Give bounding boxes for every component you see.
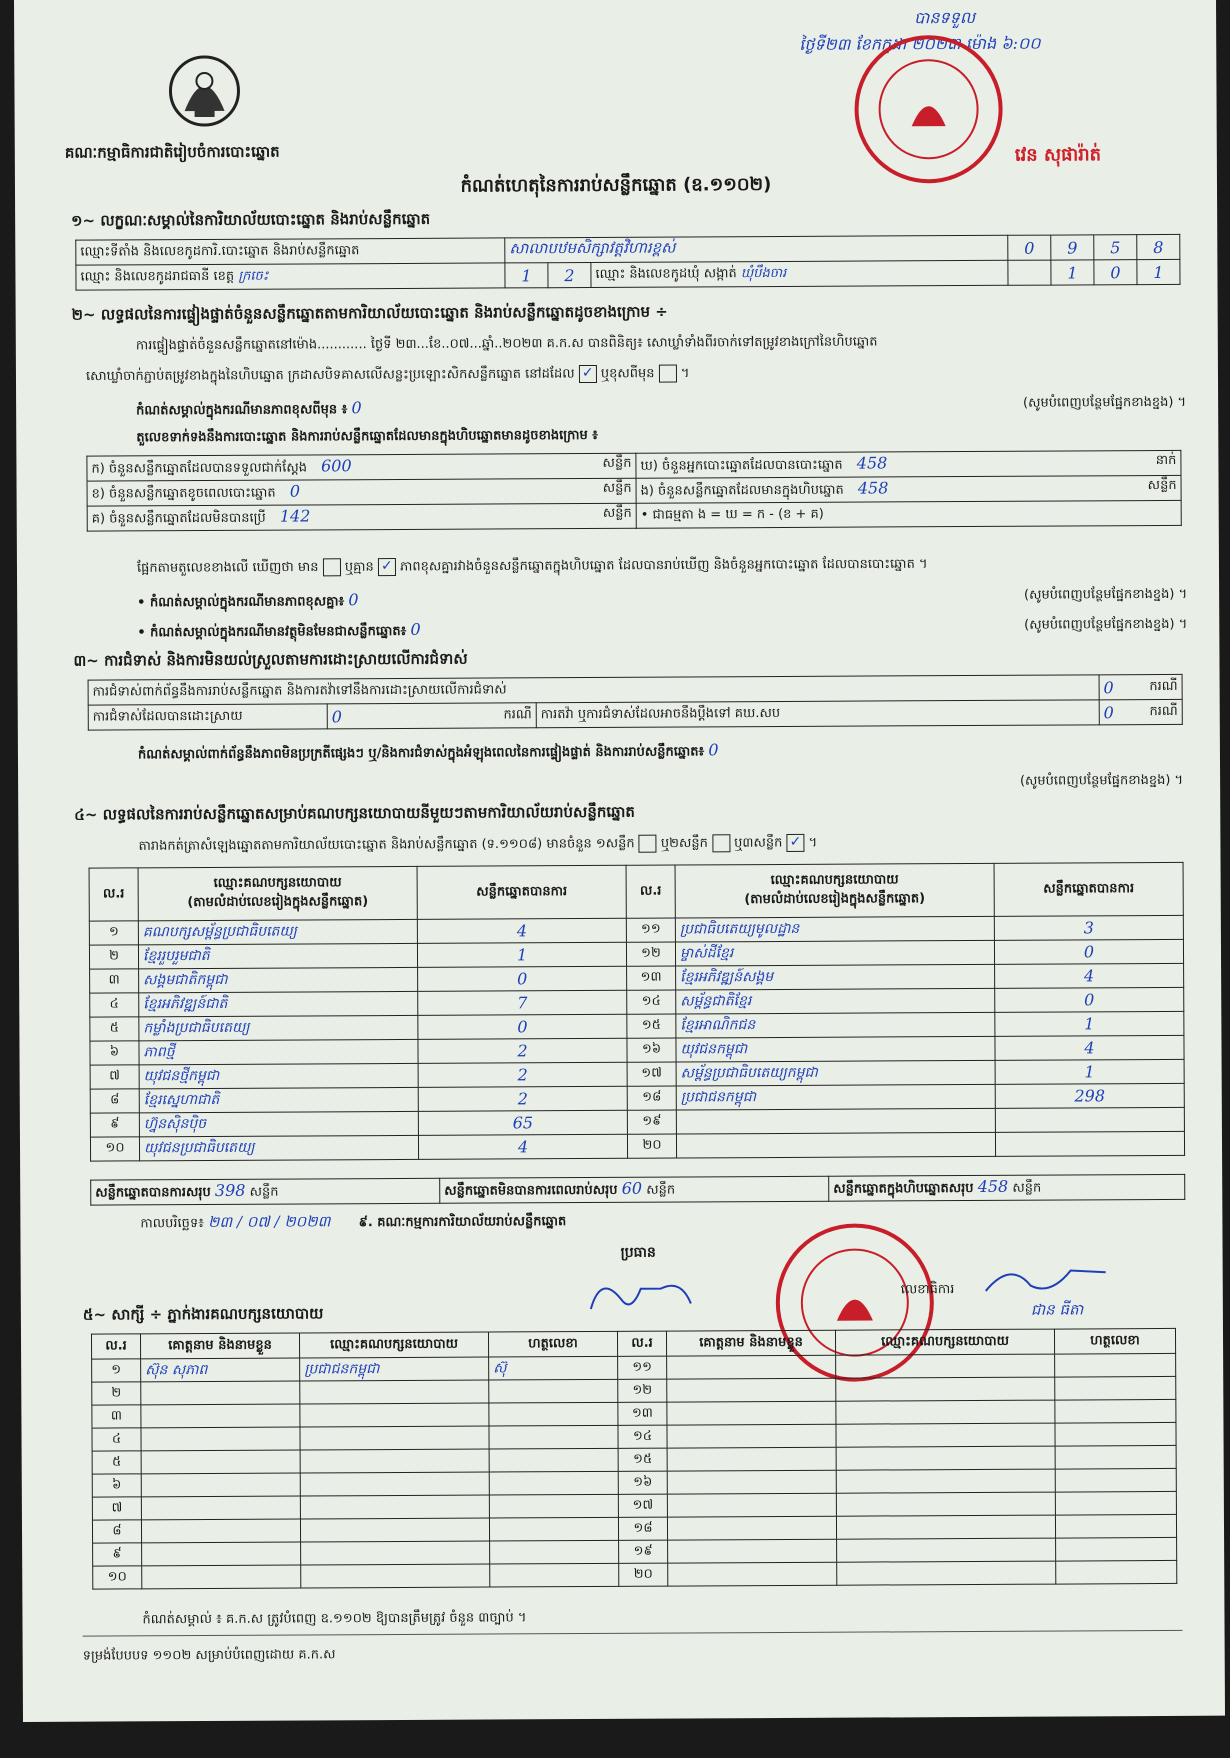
- two-sheet-label: ឬ២សន្លឹក: [660, 835, 708, 852]
- total-valid-value: 398: [214, 1180, 246, 1200]
- vote-count: 0: [418, 966, 627, 991]
- cases-label: ករណី: [1149, 678, 1178, 694]
- party-name: គណបក្សសម្ព័ន្ធប្រជាធិបតេយ្យ: [138, 919, 417, 944]
- footer-divider: [83, 1630, 1183, 1637]
- party-results-table: [89, 862, 1186, 1162]
- row-number: ៦: [92, 1474, 141, 1497]
- vote-count: 4: [995, 1035, 1184, 1060]
- vote-count: 0: [994, 939, 1183, 964]
- section4-heading: ៤~ លទ្ធផលនៃការរាប់សន្លឹកឆ្នោតសម្រាប់គណបក្សនយោបាយនីមួយៗតាមការិយាល័យរាប់សន្លឹកឆ្នោត: [74, 802, 635, 824]
- witness-party: [836, 1469, 1055, 1493]
- table-row: [90, 1131, 1184, 1161]
- committee-name: គណៈកម្មាធិការជាតិរៀបចំការបោះឆ្នោត: [64, 142, 280, 162]
- appeals-label: ការតវ៉ា ឬការជំទាស់ដែលអាចនឹងប្តឹងទៅ គឃ.សប: [536, 700, 1099, 728]
- witness-party: [301, 1541, 490, 1565]
- row-number: ១: [92, 1359, 141, 1382]
- witness-name: [667, 1470, 836, 1494]
- objections-value: 0: [1103, 677, 1114, 697]
- total-box-label: សន្លឹកឆ្នោតក្នុងហិបឆ្នោតសរុប: [833, 1180, 974, 1197]
- witness-signature: [1055, 1422, 1176, 1446]
- row-number: ៧: [90, 1065, 139, 1089]
- unused-ballots-label: គ) ចំនួនសន្លឹកឆ្នោតដែលមិនបានប្រើ: [91, 510, 266, 527]
- unit-label: សន្លឹក: [602, 480, 632, 496]
- box-ballots-label: ង) ចំនួនសន្លឹកឆ្នោតដែលមានក្នុងហិបឆ្នោត: [640, 482, 844, 499]
- witness-signature: [489, 1471, 618, 1495]
- cases-label: ករណី: [1149, 703, 1178, 719]
- unit-label: សន្លឹក: [1012, 1180, 1042, 1196]
- vote-count: 298: [995, 1083, 1184, 1108]
- objections-label: ការជំទាស់ពាក់ព័ន្ធនឹងការរាប់សន្លឹកឆ្នោត និងការតវ៉ាទៅនឹងការដោះស្រាយលើការជំទាស់: [88, 675, 1099, 705]
- witness-name: [667, 1424, 836, 1448]
- witness-party: [836, 1354, 1055, 1378]
- witness-name: [141, 1381, 300, 1405]
- compare-text-2: ឬគ្មាន: [344, 559, 374, 575]
- witness-name: [667, 1401, 836, 1425]
- row-number: ៩: [93, 1543, 142, 1566]
- total-box-value: 458: [977, 1176, 1009, 1196]
- section1-heading: ១~ លក្ខណៈសម្គាល់នៃការិយាល័យបោះឆ្នោត និងរាប់សន្លឹកឆ្នោត: [71, 209, 431, 230]
- col-party: ឈ្មោះគណបក្សនយោបាយ: [213, 875, 342, 891]
- objections-table: [88, 674, 1183, 731]
- col-votes: សន្លឹកឆ្នោតបានការ: [994, 862, 1183, 916]
- witness-name: [141, 1404, 300, 1428]
- commune-code-digit: 0: [1094, 260, 1137, 285]
- row-number: ១០: [90, 1137, 139, 1161]
- verification-line-1: ការផ្ទៀងផ្ទាត់ចំនួនសន្លឹកឆ្នោតនៅម៉ោង............ ថ្ងៃទី ២៣...ខែ..០៧...ឆ្នាំ..២០២៣ គ.ក.ស បានពិនិត្យ៖ សោឃ្លាំទាំងពីរចាក់ទៅតម្រូវខាងក្រៅនៃហិបឆ្នោត: [135, 334, 878, 354]
- received-ballots-value: 600: [321, 456, 352, 476]
- row-number: ៤: [90, 993, 139, 1017]
- witness-party: [837, 1538, 1056, 1562]
- commune-value: ឃុំបឹងចារ: [740, 265, 787, 281]
- witness-party: ប្រជាជនកម្ពុជា: [300, 1357, 489, 1381]
- row-number: ៥: [90, 1017, 139, 1041]
- witness-name: [141, 1450, 300, 1474]
- totals-table: [90, 1174, 1185, 1206]
- commune-code-digit: 1: [1051, 260, 1094, 285]
- witness-name: [141, 1427, 300, 1451]
- party-name: ខ្មែរអាណិកជន: [676, 1012, 995, 1038]
- witness-name: [142, 1542, 301, 1566]
- difference-note-label: • កំណត់សម្គាល់ក្នុងករណីមានភាពខុសគ្នា៖: [137, 594, 345, 611]
- witness-signature: [490, 1563, 619, 1587]
- vote-count: 4: [995, 963, 1184, 988]
- row-number: ៩: [90, 1113, 139, 1137]
- total-valid-label: សន្លឹកឆ្នោតបានការសរុប: [95, 1184, 211, 1201]
- witness-signature: [1055, 1491, 1176, 1515]
- vote-count: 2: [418, 1062, 627, 1087]
- cases-label: ករណី: [503, 706, 532, 722]
- section3-heading: ៣~ ការជំទាស់ និងការមិនយល់ស្រួលតាមការដោះស្រាយលើការជំទាស់: [73, 649, 468, 670]
- witness-name: [667, 1447, 836, 1471]
- table-intro: តួលេខទាក់ទងនឹងការបោះឆ្នោត និងការរាប់សន្លឹកឆ្នោតដែលមានក្នុងហិបឆ្នោតមានដូចខាងក្រោម ៖: [136, 427, 599, 446]
- unit-label: សន្លឹក: [646, 1182, 676, 1198]
- witness-signature: [1055, 1514, 1176, 1538]
- witness-signature: [489, 1425, 618, 1449]
- vote-count: 1: [995, 1011, 1184, 1036]
- note1-value: 0: [351, 398, 362, 418]
- vote-count: 1: [417, 942, 626, 967]
- witness-party: [300, 1449, 489, 1473]
- witness-signature: [1056, 1537, 1177, 1561]
- box-ballots-value: 458: [857, 478, 889, 498]
- witness-party: [837, 1561, 1056, 1585]
- row-number: ១៩: [627, 1110, 676, 1134]
- vote-count: 1: [995, 1059, 1184, 1084]
- row-number: ១៦: [627, 1038, 676, 1062]
- col-party-sub: (តាមលំដាប់លេខរៀងក្នុងសន្លឹកឆ្នោត): [744, 891, 926, 908]
- witness-signature: [489, 1494, 618, 1518]
- row-number: ២០: [627, 1134, 676, 1158]
- witness-name: [668, 1539, 837, 1563]
- total-invalid-label: សន្លឹកឆ្នោតមិនបានការពេលរាប់សរុប: [444, 1182, 618, 1199]
- document-title: កំណត់ហេតុនៃការរាប់សន្លឹកឆ្នោត (ឧ.១១០២): [460, 174, 772, 197]
- total-invalid-value: 60: [621, 1178, 643, 1198]
- party-name: ប្រជាជនកម្ពុជា: [676, 1084, 995, 1110]
- date-value: ២៣ / ០៧ / ២០២៣: [207, 1212, 331, 1232]
- province-code-digit: 2: [548, 262, 591, 287]
- witness-party: [300, 1380, 489, 1404]
- witness-party: [300, 1472, 489, 1496]
- witness-signature: [489, 1402, 618, 1426]
- witness-name: [667, 1355, 836, 1379]
- witness-signature: ស៊ុ: [489, 1356, 618, 1380]
- note1-label: កំណត់សម្គាល់ក្នុងករណីមានភាពខុសពីមុន ៖: [136, 402, 348, 419]
- party-name: សម្ព័ន្ធប្រជាធិបតេយ្យកម្ពុជា: [676, 1060, 995, 1086]
- party-name: ខ្មែរអភិវឌ្ឍន៍សង្គម: [676, 964, 995, 990]
- witness-name: [141, 1519, 300, 1543]
- party-name: ម្ចាស់ដីខ្មែរ: [675, 940, 994, 966]
- witness-signature: [1056, 1560, 1177, 1584]
- vote-count: 2: [418, 1086, 627, 1111]
- section5-heading: ៥~ សាក្សី ÷ ភ្នាក់ងារគណបក្សនយោបាយ: [82, 1304, 324, 1324]
- vote-count: 0: [418, 1014, 627, 1039]
- witness-party: [836, 1446, 1055, 1470]
- note-suffix: (សូមបំពេញបន្ថែមផ្នែកខាងខ្នង) ។: [1024, 616, 1188, 633]
- station-code-digit: 8: [1137, 234, 1180, 259]
- no-difference-checkbox: ✓: [378, 558, 396, 576]
- date-label: កាលបរិច្ឆេទ៖: [140, 1216, 204, 1232]
- row-number: ១១: [626, 918, 675, 942]
- row-number: ៧: [92, 1497, 141, 1520]
- col-sign: ហត្ថលេខា: [1054, 1328, 1175, 1354]
- col-party: ឈ្មោះគណបក្សនយោបាយ: [835, 1329, 1054, 1355]
- secretary-label: លេខាធិការ: [900, 1282, 955, 1298]
- station-code-digit: 5: [1094, 235, 1137, 260]
- vote-count: 4: [418, 1134, 627, 1159]
- row-number: ១៧: [627, 1062, 676, 1086]
- resolved-objections-value: 0: [331, 706, 342, 726]
- row-number: ១២: [626, 942, 675, 966]
- form-footer: ទម្រង់បែបបទ ១១០២ សម្រាប់បំពេញដោយ គ.ក.ស: [82, 1647, 336, 1664]
- witness-party: [301, 1564, 490, 1588]
- two-sheet-checkbox: [712, 834, 730, 852]
- witness-signature: [1055, 1468, 1176, 1492]
- voters-value: 458: [856, 453, 888, 473]
- voters-label: ឃ) ចំនួនអ្នកបោះឆ្នោតដែលបានបោះឆ្នោត: [640, 457, 843, 474]
- col-sign: ហត្ថលេខា: [488, 1331, 617, 1357]
- unused-ballots-value: 142: [279, 506, 311, 526]
- col-no: ល.រ: [89, 868, 138, 921]
- other-objects-note-label: • កំណត់សម្គាល់ក្នុងករណីមានវត្ថុមិនមែនជាសន្លឹកឆ្នោត៖: [137, 623, 407, 641]
- witness-party: [300, 1426, 489, 1450]
- witness-party: [836, 1400, 1055, 1424]
- three-sheet-checkbox: ✓: [786, 834, 804, 852]
- witness-signature: [489, 1379, 618, 1403]
- has-difference-checkbox: [323, 558, 341, 576]
- party-name: [676, 1132, 995, 1158]
- vote-count: 0: [995, 987, 1184, 1012]
- col-no: ល.រ: [617, 1331, 666, 1356]
- station-code-digit: 9: [1051, 235, 1094, 260]
- irregularities-note-label: កំណត់សម្គាល់ពាក់ព័ន្ធនឹងភាពមិនប្រក្រតីផ្សេងៗ ឬ/និងការជំទាស់ក្នុងអំឡុងពេលនៃការផ្ទៀងផ្ទាត់ និងការរាប់សន្លឹកឆ្នោត៖: [137, 744, 705, 763]
- row-number: ២: [89, 945, 138, 969]
- party-name: ភាពថ្មី: [139, 1039, 418, 1064]
- vote-count: 3: [994, 915, 1183, 940]
- party-rows: [89, 915, 1184, 1161]
- witness-signature: [489, 1517, 618, 1541]
- col-no: ល.រ: [91, 1334, 140, 1359]
- received-note: បានទទួល: [914, 7, 976, 28]
- witness-signature: [1055, 1353, 1176, 1377]
- col-name: គោត្តនាម និងនាមខ្លួន: [666, 1330, 835, 1356]
- party-name: យុវជនប្រជាធិបតេយ្យ: [139, 1135, 418, 1160]
- vote-count: 7: [418, 990, 627, 1015]
- row-number: ៨: [90, 1089, 139, 1113]
- col-votes: សន្លឹកឆ្នោតបានការ: [417, 865, 626, 919]
- row-number: ១: [89, 921, 138, 945]
- verification-line-2: សោឃ្លាំចាក់ភ្ជាប់តម្រូវខាងក្នុងនៃហិបឆ្នោត ក្រដាសបិទគាសលើសន្លះប្រឡោះសិកសន្លឹកឆ្នោត នៅដដែល: [85, 366, 575, 385]
- resolved-objections-label: ការជំទាស់ដែលបានដោះស្រាយ: [88, 704, 327, 730]
- chair-label: ប្រធាន: [620, 1244, 656, 1261]
- province-value: ក្រចេះ: [238, 268, 269, 284]
- province-label: ឈ្មោះ និងលេខកូដរាជធានី ខេត្ត: [80, 268, 235, 285]
- row-number: ១៣: [627, 966, 676, 990]
- unchanged-checkbox: ✓: [579, 365, 597, 383]
- station-name-value: សាលាបឋមសិក្សាវត្តវិហារខ្ពស់: [505, 235, 1008, 263]
- witness-signature: [1055, 1376, 1176, 1400]
- official-stamp-top: [854, 35, 1003, 184]
- row-number: ១៩: [619, 1540, 668, 1563]
- commune-code-digit: 1: [1137, 259, 1180, 284]
- irregularities-note-suffix: (សូមបំពេញបន្ថែមផ្នែកខាងខ្នង) ។: [1019, 772, 1184, 789]
- party-name: យុវជនកម្ពុជា: [676, 1036, 995, 1062]
- formula: • ជាធម្មតា ង = ឃ = ក - (ខ + គ): [636, 500, 1181, 528]
- unit-label: សន្លឹក: [249, 1184, 279, 1200]
- witness-signature: [489, 1448, 618, 1472]
- row-number: ៥: [92, 1451, 141, 1474]
- row-number: ៦: [90, 1041, 139, 1065]
- witness-name: [667, 1516, 836, 1540]
- witness-name: [668, 1562, 837, 1586]
- tally-sheet-intro: តារាងកត់ត្រាសំឡេងឆ្នោតតាមការិយាល័យបោះឆ្នោត និងរាប់សន្លឹកឆ្នោត (ទ.១១០៨) មានចំនួន ១សន្លឹក: [138, 836, 635, 854]
- witness-name: [667, 1378, 836, 1402]
- witness-name: [141, 1496, 300, 1520]
- party-name: ខ្មែររួបរួមជាតិ: [138, 943, 417, 968]
- vote-count: [995, 1107, 1184, 1132]
- received-date: ថ្ងៃទី២៣ ខែកក្កដា ២០២៣ ម៉ោង ៦:០០: [799, 33, 1041, 54]
- other-objects-note-value: 0: [410, 619, 421, 639]
- row-number: ៨: [92, 1520, 141, 1543]
- compare-text: ផ្អែកតាមតួលេខខាងលើ ឃើញថា មាន: [136, 559, 319, 576]
- row-number: ១០: [93, 1566, 142, 1589]
- party-name: សម្ព័ន្ធជាតិខ្មែរ: [676, 988, 995, 1014]
- row-number: ៣: [90, 969, 139, 993]
- secretary-signature-icon: [981, 1260, 1111, 1301]
- unit-label: សន្លឹក: [602, 455, 632, 471]
- section2-heading: ២~ លទ្ធផលនៃការផ្ទៀងផ្ទាត់ចំនួនសន្លឹកឆ្នោតតាមការិយាល័យបោះឆ្នោត និងរាប់សន្លឹកឆ្នោតដូចខាងក្រោម ÷: [71, 302, 668, 324]
- col-no: ល.រ: [626, 865, 675, 918]
- row-number: ១៥: [618, 1448, 667, 1471]
- spoiled-ballots-label: ខ) ចំនួនសន្លឹកឆ្នោតខូចពេលបោះឆ្នោត: [91, 485, 276, 502]
- party-name: [676, 1108, 995, 1134]
- vote-count: [995, 1131, 1184, 1156]
- unit-label: សន្លឹក: [1147, 477, 1177, 494]
- witness-party: [836, 1492, 1055, 1516]
- one-sheet-checkbox: [639, 835, 657, 853]
- station-code-digit: 0: [1008, 235, 1051, 260]
- witness-party: [836, 1377, 1055, 1401]
- note1-suffix: (សូមបំពេញបន្ថែមផ្នែកខាងខ្នង) ។: [1022, 394, 1187, 411]
- vote-count: 65: [418, 1110, 627, 1135]
- witness-name: [667, 1493, 836, 1517]
- row-number: ១៨: [627, 1086, 676, 1110]
- witness-party: [836, 1515, 1055, 1539]
- province-code-digit: 1: [505, 263, 548, 288]
- station-name-label: ឈ្មោះទីតាំង និងលេខកូដការិ.បោះឆ្នោត និងរាប់សន្លឹកឆ្នោត: [76, 238, 505, 265]
- party-name: ហ្វ៊ុនស៊ិនប៉ិច: [139, 1111, 418, 1136]
- row-number: ៣: [92, 1405, 141, 1428]
- national-emblem-icon: [164, 51, 244, 131]
- party-name: ខ្មែរស្នេហាជាតិ: [139, 1087, 418, 1112]
- changed-label: ឬខុសពីមុន: [600, 366, 655, 382]
- officer-name-handwritten: វេន សុផារ៉ាត់: [1014, 144, 1102, 166]
- secretary-name: ជាន ធីតា: [1030, 1300, 1084, 1319]
- chair-signature-icon: [581, 1268, 701, 1329]
- witness-table: [91, 1328, 1177, 1590]
- party-name: សង្គមជាតិកម្ពុជា: [139, 967, 418, 992]
- witness-party: [300, 1403, 489, 1427]
- changed-checkbox: [659, 365, 677, 383]
- note-suffix: (សូមបំពេញបន្ថែមផ្នែកខាងខ្នង) ។: [1023, 586, 1188, 603]
- unit-label: សន្លឹក: [602, 505, 632, 521]
- row-number: ១៥: [627, 1014, 676, 1038]
- vote-count: 2: [418, 1038, 627, 1063]
- witness-rows: [92, 1353, 1177, 1589]
- party-name: ខ្មែរអភិវឌ្ឍន៍ជាតិ: [139, 991, 418, 1016]
- unit-label: នាក់: [1155, 452, 1177, 469]
- party-name: កម្លាំងប្រជាធិបតេយ្យ: [139, 1015, 418, 1040]
- row-number: ១២: [618, 1379, 667, 1402]
- received-ballots-label: ក) ចំនួនសន្លឹកឆ្នោតដែលបានទទួលជាក់ស្តែង: [91, 460, 308, 477]
- row-number: ១៣: [618, 1402, 667, 1425]
- three-sheet-label: ឬ៣សន្លឹក: [734, 835, 783, 851]
- col-party: ឈ្មោះគណបក្សនយោបាយ: [299, 1332, 488, 1358]
- row-number: ២: [92, 1382, 141, 1405]
- party-name: ប្រជាធិបតេយ្យមូលដ្ឋាន: [675, 916, 994, 942]
- col-party-sub: (តាមលំដាប់លេខរៀងក្នុងសន្លឹកឆ្នោត): [187, 894, 369, 911]
- station-identification-table: [75, 234, 1180, 291]
- witness-name: ស៊ុន សុភាព: [141, 1358, 300, 1382]
- commune-label: ឈ្មោះ និងលេខកូដឃុំ សង្កាត់: [595, 265, 737, 282]
- vote-count: 4: [417, 918, 626, 943]
- witness-name: [141, 1473, 300, 1497]
- ballot-count-table: [86, 450, 1181, 532]
- committee-signature-label: ៩. គណៈកម្មការការិយាល័យរាប់សន្លឹកឆ្នោត: [358, 1214, 567, 1231]
- form-note: កំណត់សម្គាល់ ៖ គ.ក.ស ត្រូវបំពេញ ឧ.១១០២ ឱ្យបានត្រឹមត្រូវ ចំនួន ៣ច្បាប់ ។: [142, 1610, 527, 1628]
- document-page: គណៈកម្មាធិការជាតិរៀបចំការបោះឆ្នោត បានទទួល ថ្ងៃទី២៣ ខែកក្កដា ២០២៣ ម៉ោង ៦:០០ វេន សុផារ៉ាត់ កំណត់ហេតុនៃការរាប់សន្លឹកឆ្នោត (ឧ.១១០២) ១~ លក្ខណៈសម្គាល់នៃការិយាល័យបោះឆ្នោត និងរាប់សន្លឹកឆ្នោត ឈ្មោះទីតាំង និងលេខកូដការិ.បោះឆ្នោត និងរាប់សន្លឹកឆ្នោត សាលាបឋមសិក្សាវត្តវិហារខ្ពស់ 0 9 5 8 ឈ្មោះ និងលេខកូដរាជធានី ខេត្ត ក្រចេះ 1 2 ឈ្មោះ និងលេខកូដឃុំ សង្កាត់ ឃុំបឹងចារ 1 0 1 ២~ លទ្ធផលនៃការផ្ទៀងផ្ទាត់ចំនួនសន្លឹកឆ្នោតតាមការិយាល័យបោះឆ្នោត និងរាប់សន្លឹកឆ្នោតដូចខាងក្រោម ÷ ការផ្ទៀងផ្ទាត់ចំនួនសន្លឹកឆ្នោតនៅម៉ោង............ ថ្ងៃទី ២៣...ខែ..០៧...ឆ្នាំ..២០២៣ គ.ក.ស បានពិនិត្យ៖ សោឃ្លាំទាំងពីរចាក់ទៅតម្រូវខាងក្រៅនៃហិបឆ្នោត សោឃ្លាំចាក់ភ្ជាប់តម្រូវខាងក្នុងនៃហិបឆ្នោត ក្រដាសបិទគាសលើសន្លះប្រឡោះសិកសន្លឹកឆ្នោត នៅដដែល ✓ ឬខុសពីមុន ។ កំណត់សម្គាល់ក្នុងករណីមានភាពខុសពីមុន ៖ 0 (សូមបំពេញបន្ថែមផ្នែកខាងខ្នង) ។ តួលេខទាក់ទងនឹងការបោះឆ្នោត និងការរាប់សន្លឹកឆ្នោតដែលមានក្នុងហិបឆ្នោតមានដូចខាងក្រោម ៖ ក) ចំនួនសន្លឹកឆ្នោតដែលបានទទួលជាក់ស្តែង 600 សន្លឹក ឃ) ចំនួនអ្នកបោះឆ្នោតដែលបានបោះឆ្នោត 458 នាក់ ខ) ចំនួនសន្លឹកឆ្នោតខូចពេលបោះឆ្នោត 0 សន្លឹក ង) ចំនួនសន្លឹកឆ្នោតដែលមានក្នុងហិបឆ្នោត 458 សន្លឹក គ) ចំនួនសន្លឹកឆ្នោតដែលមិនបានប្រើ 142 សន្លឹក • ជាធម្មតា ង = ឃ = ក - (ខ + គ) ផ្អែកតាមតួលេខខាងលើ ឃើញថា មាន ឬគ្មាន ✓ ភាពខុសគ្នារវាងចំនួនសន្លឹកឆ្នោតក្នុងហិបឆ្នោត ដែលបានរាប់ឃើញ និងចំនួនអ្នកបោះឆ្នោត ដែលបានបោះឆ្នោត ។ • កំណត់សម្គាល់ក្នុងករណីមានភាពខុសគ្នា៖ 0 (សូមបំពេញបន្ថែមផ្នែកខាងខ្នង) ។ • កំណត់សម្គាល់ក្នុងករណីមានវត្ថុមិនមែនជាសន្លឹកឆ្នោត៖ 0 (សូមបំពេញបន្ថែមផ្នែកខាងខ្នង) ។ ៣~ ការជំទាស់ និងការមិនយល់ស្រួលតាមការដោះស្រាយលើការជំទាស់ ការជំទាស់ពាក់ព័ន្ធនឹងការរាប់សន្លឹកឆ្នោត និងការតវ៉ាទៅនឹងការដោះស្រាយលើការជំទាស់ 0 ករណី ការជំទាស់ដែលបានដោះស្រាយ 0 ករណី ការតវ៉ា ឬការជំទាស់ដែលអាចនឹងប្តឹងទៅ គឃ.សប 0 ករណី កំណត់សម្គាល់ពាក់ព័ន្ធនឹងភាពមិនប្រក្រតីផ្សេងៗ ឬ/និងការជំទាស់ក្នុងអំឡុងពេលនៃការផ្ទៀងផ្ទាត់ និងការរាប់សន្លឹកឆ្នោត៖ 0 (សូមបំពេញបន្ថែមផ្នែកខាងខ្នង) ។ ៤~ លទ្ធផលនៃការរាប់សន្លឹកឆ្នោតសម្រាប់គណបក្សនយោបាយនីមួយៗតាមការិយាល័យរាប់សន្លឹកឆ្នោត តារាងកត់ត្រាសំឡេងឆ្នោតតាមការិយាល័យបោះឆ្នោត និងរាប់សន្លឹកឆ្នោត (ទ.១១០៨) មានចំនួន ១សន្លឹក ឬ២សន្លឹក ឬ៣សន្លឹក ✓ ។ ល.រ ឈ្មោះគណបក្សនយោបាយ (តាមលំដាប់លេខរៀងក្នុងសន្លឹកឆ្នោត) សន្លឹកឆ្នោតបានការ ល.រ ឈ្មោះគណបក្សនយោបាយ (តាមលំដាប់លេខរៀងក្នុងសន្លឹកឆ្នោត) សន្លឹកឆ្នោតបានការ ១ គណបក្សសម្ព័ន្ធប្រជាធិបតេយ្យ 4 ១១ ប្រជាធិបតេយ្យមូលដ្ឋាន 3 ២ ខ្មែររួបរួមជាតិ 1 ១២ ម្ចាស់ដីខ្មែរ 0 ៣ សង្គមជាតិកម្ពុជា 0 ១៣ ខ្មែរអភិវឌ្ឍន៍សង្គម 4 ៤ ខ្មែរអភិវឌ្ឍន៍ជាតិ 7 ១៤ សម្ព័ន្ធជាតិខ្មែរ 0 ៥ កម្លាំងប្រជាធិបតេយ្យ 0 ១៥ ខ្មែរអាណិកជន 1 ៦ ភាពថ្មី 2 ១៦ យុវជនកម្ពុជា 4 ៧ យុវជនថ្មីកម្ពុជា 2 ១៧ សម្ព័ន្ធប្រជាធិបតេយ្យកម្ពុជា 1 ៨ ខ្មែរស្នេហាជាតិ 2 ១៨ ប្រជាជនកម្ពុជា 298 ៩ ហ្វ៊ុនស៊ិនប៉ិច 65 ១៩ ១០ យុវជនប្រជាធិបតេយ្យ 4 ២០ សន្លឹកឆ្នោតបានការសរុប 398 សន្លឹក សន្លឹកឆ្នោតមិនបានការពេលរាប់សរុប 60 សន្លឹក សន្លឹកឆ្នោតក្នុងហិបឆ្នោតសរុប 458 សន្លឹក កាលបរិច្ឆេទ៖ ២៣ / ០៧ / ២០២៣ ៩. គណៈកម្មការការិយាល័យរាប់សន្លឹកឆ្នោត ប្រធាន លេខាធិការ ជាន ធីតា ៥~ សាក្សី ÷ ភ្នាក់ងារគណបក្សនយោបាយ ល.រ គោត្តនាម និងនាមខ្លួន ឈ្មោះគណបក្សនយោបាយ ហត្ថលេខា ល.រ គោត្តនាម និងនាមខ្លួន ឈ្មោះគណបក្សនយោបាយ ហត្ថលេខា ១ ស៊ុន សុភាព ប្រជាជនកម្ពុជា ស៊ុ ១១ ២ ១២ ៣ ១៣ ៤ ១៤ ៥ ១៥ ៦ ១៦ ៧ ១៧ ៨ ១៨ ៩ ១៩ ១០ ២០ កំណត់សម្គាល់ ៖ គ.ក.ស ត្រូវបំពេញ ឧ.១១០២ ឱ្យបានត្រឹមត្រូវ ចំនួន ៣ច្បាប់ ។ ទម្រង់បែបបទ ១១០២ សម្រាប់បំពេញដោយ គ.ក.ស: [14, 0, 1225, 1722]
- appeals-value: 0: [1103, 702, 1114, 722]
- difference-note-value: 0: [348, 590, 359, 610]
- spoiled-ballots-value: 0: [289, 481, 301, 501]
- party-name: យុវជនថ្មីកម្ពុជា: [139, 1063, 418, 1088]
- witness-name: [142, 1565, 301, 1589]
- row-number: ២០: [619, 1563, 668, 1586]
- row-number: ៤: [92, 1428, 141, 1451]
- witness-party: [300, 1518, 489, 1542]
- col-party: ឈ្មោះគណបក្សនយោបាយ: [770, 872, 899, 889]
- compare-text-3: ភាពខុសគ្នារវាងចំនួនសន្លឹកឆ្នោតក្នុងហិបឆ្នោត ដែលបានរាប់ឃើញ និងចំនួនអ្នកបោះឆ្នោត ដែលបានបោះឆ្នោត ។: [399, 556, 928, 575]
- row-number: ១១: [618, 1356, 667, 1379]
- witness-party: [836, 1423, 1055, 1447]
- col-name: គោត្តនាម និងនាមខ្លួន: [140, 1333, 299, 1359]
- row-number: ១៤: [618, 1425, 667, 1448]
- table-row: [93, 1560, 1177, 1589]
- witness-signature: [1055, 1399, 1176, 1423]
- row-number: ១៦: [618, 1471, 667, 1494]
- witness-signature: [490, 1540, 619, 1564]
- row-number: ១៨: [618, 1517, 667, 1540]
- irregularities-note-value: 0: [708, 740, 719, 760]
- row-number: ១៤: [627, 990, 676, 1014]
- row-number: ១៧: [618, 1494, 667, 1517]
- witness-party: [300, 1495, 489, 1519]
- witness-signature: [1055, 1445, 1176, 1469]
